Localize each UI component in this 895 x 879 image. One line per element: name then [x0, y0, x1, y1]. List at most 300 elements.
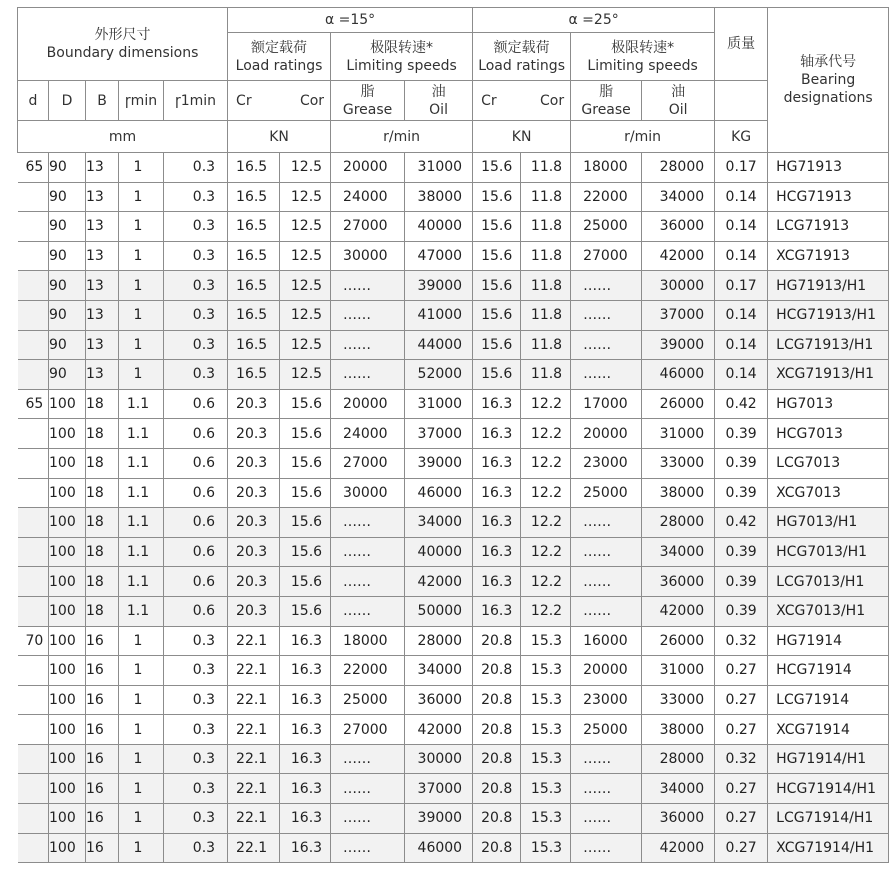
col-B-cell: 18: [86, 419, 119, 449]
col-grease-15-cell: 18000: [331, 626, 405, 656]
table-row: [18, 774, 889, 804]
col-oil-15-cell: 52000: [405, 360, 473, 390]
col-cr-25-cell: 16.3: [473, 478, 521, 508]
col-B-cell: 18: [86, 508, 119, 538]
col-B-cell: 13: [86, 300, 119, 330]
unit-kn-25: KN: [473, 121, 571, 153]
col-r1min-cell: 0.6: [164, 448, 228, 478]
col-kg-cell: 0.27: [715, 833, 768, 863]
col-grease-15-cell: 27000: [331, 212, 405, 242]
col-oil-25-cell: 33000: [642, 448, 715, 478]
col-cor-25-cell: 11.8: [521, 153, 571, 183]
col-designation-cell: HCG71914/H1: [768, 774, 889, 804]
load-ratings-25-header: [473, 33, 571, 81]
col-r1min-cell: 0.3: [164, 330, 228, 360]
col-kg-cell: 0.39: [715, 448, 768, 478]
col-cor-25-cell: 12.2: [521, 508, 571, 538]
col-cor-25-cell: 12.2: [521, 419, 571, 449]
boundary-dimensions-zh: 外形尺寸: [94, 27, 151, 43]
col-B-cell: 16: [86, 685, 119, 715]
table-row: [18, 330, 889, 360]
col-D-cell: 100: [49, 685, 86, 715]
col-grease-15-cell: 20000: [331, 389, 405, 419]
col-grease-25-cell: 27000: [571, 241, 642, 271]
bearing-spec-table: [17, 7, 889, 863]
col-cor-15-cell: 15.6: [280, 389, 331, 419]
col-cor-15-cell: 16.3: [280, 804, 331, 834]
col-cr-25-cell: 16.3: [473, 419, 521, 449]
col-cor-25-cell: 11.8: [521, 212, 571, 242]
col-B-cell: 18: [86, 537, 119, 567]
col-rmin-cell: 1: [119, 212, 164, 242]
col-oil-15-cell: 31000: [405, 389, 473, 419]
table-row: [18, 685, 889, 715]
col-kg-cell: 0.27: [715, 685, 768, 715]
col-B-cell: 16: [86, 774, 119, 804]
col-r1min-cell: 0.3: [164, 182, 228, 212]
table-body: [18, 153, 889, 863]
load-ratings-en: Load ratings: [478, 57, 565, 74]
col-d-cell: 70: [18, 626, 49, 656]
col-rmin-cell: 1: [119, 804, 164, 834]
col-grease-25-cell: ……: [571, 774, 642, 804]
col-cor-25-cell: 11.8: [521, 330, 571, 360]
col-grease-15-cell: ……: [331, 804, 405, 834]
col-cor-15-cell: 12.5: [280, 360, 331, 390]
col-grease-15-cell: 25000: [331, 685, 405, 715]
col-cor-25-cell: 11.8: [521, 300, 571, 330]
col-oil-25-cell: 42000: [642, 596, 715, 626]
col-designation-cell: XCG71913/H1: [768, 360, 889, 390]
col-grease-15-cell: ……: [331, 300, 405, 330]
col-cor-15-cell: 12.5: [280, 300, 331, 330]
cr-cor-15-header: [228, 81, 331, 121]
col-D-cell: 90: [49, 330, 86, 360]
table-row: [18, 241, 889, 271]
col-cor-25-cell: 15.3: [521, 774, 571, 804]
col-cr-25-cell: 15.6: [473, 330, 521, 360]
limiting-speeds-en: Limiting speeds: [346, 57, 457, 74]
table-row: [18, 804, 889, 834]
col-grease-25-cell: ……: [571, 744, 642, 774]
col-rmin-cell: 1: [119, 685, 164, 715]
col-cr-25-cell: 16.3: [473, 537, 521, 567]
col-rmin-cell: 1.1: [119, 537, 164, 567]
col-r1min-cell: 0.3: [164, 656, 228, 686]
table-row: [18, 508, 889, 538]
col-cr-25-cell: 20.8: [473, 804, 521, 834]
col-kg-cell: 0.39: [715, 478, 768, 508]
col-cr-15-cell: 16.5: [228, 153, 280, 183]
oil-en: Oil: [668, 101, 688, 118]
col-rmin-cell: 1: [119, 626, 164, 656]
col-cr-25-cell: 20.8: [473, 774, 521, 804]
col-B-cell: 16: [86, 804, 119, 834]
designation-zh: 轴承代号: [800, 54, 857, 70]
col-kg-cell: 0.27: [715, 774, 768, 804]
col-grease-15-cell: 24000: [331, 419, 405, 449]
table-row: [18, 300, 889, 330]
col-grease-15-cell: ……: [331, 271, 405, 301]
col-D-cell: 100: [49, 567, 86, 597]
col-oil-25-cell: 28000: [642, 153, 715, 183]
col-kg-cell: 0.14: [715, 182, 768, 212]
col-designation-cell: HG71913/H1: [768, 271, 889, 301]
col-d-cell: [18, 685, 49, 715]
col-cr-25-cell: 15.6: [473, 300, 521, 330]
col-oil-25-cell: 34000: [642, 774, 715, 804]
col-cr-25-cell: 15.6: [473, 212, 521, 242]
col-kg-cell: 0.39: [715, 596, 768, 626]
table-row: [18, 833, 889, 863]
col-oil-25-cell: 46000: [642, 360, 715, 390]
col-cr-15-cell: 16.5: [228, 300, 280, 330]
col-oil-15-cell: 39000: [405, 271, 473, 301]
col-cor-15-cell: 15.6: [280, 419, 331, 449]
col-B-cell: 18: [86, 448, 119, 478]
load-ratings-en: Load ratings: [235, 57, 323, 74]
col-d-cell: 65: [18, 153, 49, 183]
col-grease-15-cell: 22000: [331, 656, 405, 686]
col-oil-25-cell: 38000: [642, 478, 715, 508]
col-cr-15-cell: 20.3: [228, 508, 280, 538]
col-rmin-cell: 1.1: [119, 389, 164, 419]
col-oil-25-cell: 42000: [642, 833, 715, 863]
col-cor-25-cell: 15.3: [521, 656, 571, 686]
col-designation-cell: LCG71914/H1: [768, 804, 889, 834]
boundary-dimensions-en: Boundary dimensions: [46, 45, 199, 61]
limiting-speeds-zh: 极限转速*: [370, 39, 434, 56]
col-designation-cell: LCG71913/H1: [768, 330, 889, 360]
col-cor-15-cell: 15.6: [280, 596, 331, 626]
col-cr-15-cell: 16.5: [228, 271, 280, 301]
col-grease-25-cell: 17000: [571, 389, 642, 419]
col-d-cell: [18, 330, 49, 360]
col-rmin-cell: 1: [119, 656, 164, 686]
col-grease-25-cell: 20000: [571, 419, 642, 449]
col-r1min-cell: 0.3: [164, 300, 228, 330]
col-D-cell: 90: [49, 153, 86, 183]
table-row: [18, 744, 889, 774]
col-cr-25-cell: 16.3: [473, 389, 521, 419]
col-cr-15-cell: 20.3: [228, 478, 280, 508]
col-r1min-cell: 0.3: [164, 241, 228, 271]
cr-cor-25-header: [473, 81, 571, 121]
col-cor-15-cell: 12.5: [280, 182, 331, 212]
col-d-cell: [18, 567, 49, 597]
col-cr-25-cell: 20.8: [473, 626, 521, 656]
col-kg-cell: 0.42: [715, 508, 768, 538]
col-oil-15-cell: 34000: [405, 508, 473, 538]
table-row: [18, 360, 889, 390]
col-designation-cell: LCG71913: [768, 212, 889, 242]
col-cr-15-cell: 22.1: [228, 656, 280, 686]
col-D-cell: 90: [49, 300, 86, 330]
col-d-cell: [18, 478, 49, 508]
col-cor-25-cell: 11.8: [521, 182, 571, 212]
col-oil-15-cell: 30000: [405, 744, 473, 774]
col-r1min-cell: 0.6: [164, 419, 228, 449]
col-grease-25-cell: ……: [571, 360, 642, 390]
col-rmin-cell: 1.1: [119, 419, 164, 449]
col-rmin-cell: 1: [119, 360, 164, 390]
col-d-cell: [18, 448, 49, 478]
col-D-cell: 100: [49, 419, 86, 449]
col-grease-15-cell: 24000: [331, 182, 405, 212]
table-row: [18, 212, 889, 242]
col-d-cell: [18, 744, 49, 774]
col-B-cell: 13: [86, 360, 119, 390]
col-r1min-cell: 0.6: [164, 567, 228, 597]
col-rmin-cell: 1: [119, 330, 164, 360]
col-oil-25-cell: 37000: [642, 300, 715, 330]
col-oil-15-cell: 39000: [405, 804, 473, 834]
col-cr-25-cell: 20.8: [473, 656, 521, 686]
col-oil-15-cell: 28000: [405, 626, 473, 656]
boundary-dimensions-header: [18, 8, 228, 81]
col-kg-cell: 0.32: [715, 744, 768, 774]
col-d-cell: [18, 419, 49, 449]
col-d-cell: [18, 182, 49, 212]
col-oil-25-cell: 34000: [642, 182, 715, 212]
col-cr-25-cell: 15.6: [473, 271, 521, 301]
col-grease-15-cell: 27000: [331, 448, 405, 478]
col-cr-15-cell: 22.1: [228, 833, 280, 863]
col-oil-25-cell: 28000: [642, 508, 715, 538]
col-cor-25-cell: 12.2: [521, 567, 571, 597]
col-cr-15-cell: 22.1: [228, 774, 280, 804]
col-cr-15-cell: 16.5: [228, 182, 280, 212]
col-cr-15-cell: 20.3: [228, 537, 280, 567]
col-grease-25-cell: 22000: [571, 182, 642, 212]
col-cr-25-cell: 16.3: [473, 508, 521, 538]
col-designation-cell: HG7013/H1: [768, 508, 889, 538]
col-cr-25-cell: 20.8: [473, 833, 521, 863]
alpha-15-header: α =15°: [228, 8, 473, 33]
col-kg-cell: 0.14: [715, 241, 768, 271]
col-r1min-cell: 0.3: [164, 360, 228, 390]
load-ratings-zh: 额定载荷: [493, 39, 550, 56]
col-kg-cell: 0.39: [715, 419, 768, 449]
oil-zh: 油: [431, 83, 446, 100]
col-designation-cell: HCG71914: [768, 656, 889, 686]
col-cr-15-cell: 22.1: [228, 744, 280, 774]
col-cor-25-cell: 15.3: [521, 804, 571, 834]
designation-en-2: designations: [783, 90, 873, 106]
col-r1min-cell: 0.3: [164, 715, 228, 745]
col-grease-15-cell: ……: [331, 360, 405, 390]
col-B-cell: 16: [86, 626, 119, 656]
col-D-cell: 90: [49, 271, 86, 301]
col-cor-15-cell: 12.5: [280, 330, 331, 360]
col-cr-15-cell: 16.5: [228, 360, 280, 390]
col-cr-25-cell: 16.3: [473, 596, 521, 626]
mass-header: 质量: [715, 8, 768, 81]
col-cor-header: Cor: [299, 92, 325, 109]
col-D-cell: 100: [49, 537, 86, 567]
col-grease-15-cell: ……: [331, 833, 405, 863]
col-d-cell: [18, 241, 49, 271]
table-row: [18, 537, 889, 567]
col-designation-cell: HG71914/H1: [768, 744, 889, 774]
col-oil-25-cell: 33000: [642, 685, 715, 715]
col-oil-15-cell: 36000: [405, 685, 473, 715]
col-grease-25-cell: ……: [571, 330, 642, 360]
col-cor-15-cell: 12.5: [280, 153, 331, 183]
col-cor-25-cell: 12.2: [521, 448, 571, 478]
oil-25-header: [642, 81, 715, 121]
col-cor-15-cell: 15.6: [280, 478, 331, 508]
col-B-cell: 13: [86, 330, 119, 360]
col-cr-15-cell: 22.1: [228, 715, 280, 745]
table-row: [18, 182, 889, 212]
col-designation-cell: XCG71914: [768, 715, 889, 745]
unit-kn-15: KN: [228, 121, 331, 153]
col-grease-25-cell: 16000: [571, 626, 642, 656]
col-d-cell: [18, 833, 49, 863]
col-cor-15-cell: 12.5: [280, 212, 331, 242]
col-rmin-cell: 1: [119, 715, 164, 745]
col-designation-cell: XCG7013/H1: [768, 596, 889, 626]
col-cr-15-cell: 20.3: [228, 596, 280, 626]
col-cr-25-cell: 20.8: [473, 715, 521, 745]
col-B-cell: 18: [86, 567, 119, 597]
col-cor-15-cell: 16.3: [280, 685, 331, 715]
col-cor-25-cell: 15.3: [521, 744, 571, 774]
col-grease-25-cell: ……: [571, 508, 642, 538]
col-B-cell: 16: [86, 656, 119, 686]
col-rmin-cell: 1.1: [119, 448, 164, 478]
col-d-cell: [18, 774, 49, 804]
col-D-cell: 100: [49, 804, 86, 834]
col-cr-15-cell: 16.5: [228, 212, 280, 242]
col-oil-15-cell: 50000: [405, 596, 473, 626]
col-kg-cell: 0.39: [715, 567, 768, 597]
limiting-speeds-25-header: [571, 33, 715, 81]
col-rmin-cell: 1: [119, 300, 164, 330]
table-row: [18, 389, 889, 419]
col-r1min-cell: 0.6: [164, 478, 228, 508]
col-d-cell: [18, 596, 49, 626]
col-B-cell: 18: [86, 478, 119, 508]
col-oil-25-cell: 36000: [642, 212, 715, 242]
col-d-cell: [18, 360, 49, 390]
col-rmin-cell: 1: [119, 241, 164, 271]
col-B-cell: 13: [86, 241, 119, 271]
col-rmin-cell: 1: [119, 271, 164, 301]
grease-zh: 脂: [360, 83, 375, 100]
col-grease-15-cell: ……: [331, 330, 405, 360]
col-cor-header: Cor: [539, 92, 565, 109]
table-row: [18, 419, 889, 449]
col-oil-15-cell: 38000: [405, 182, 473, 212]
col-D-cell: 90: [49, 182, 86, 212]
col-oil-25-cell: 34000: [642, 537, 715, 567]
col-r1min-cell: 0.3: [164, 774, 228, 804]
col-d-cell: [18, 656, 49, 686]
col-r1min-cell: 0.3: [164, 626, 228, 656]
col-cor-25-cell: 12.2: [521, 596, 571, 626]
unit-mm: mm: [18, 121, 228, 153]
col-D-cell: 100: [49, 626, 86, 656]
col-oil-15-cell: 46000: [405, 833, 473, 863]
col-B-cell: 13: [86, 182, 119, 212]
table-row: [18, 656, 889, 686]
col-designation-cell: HG71914: [768, 626, 889, 656]
col-d-cell: 65: [18, 389, 49, 419]
col-cr-15-cell: 22.1: [228, 626, 280, 656]
col-oil-15-cell: 40000: [405, 212, 473, 242]
col-B-cell: 18: [86, 389, 119, 419]
designation-header: [768, 8, 889, 153]
col-oil-25-cell: 28000: [642, 744, 715, 774]
table-row: [18, 271, 889, 301]
col-B-header: B: [86, 81, 119, 121]
col-kg-cell: 0.14: [715, 360, 768, 390]
col-r1min-header: ɼ1min: [164, 81, 228, 121]
col-B-cell: 16: [86, 744, 119, 774]
col-designation-cell: XCG71913: [768, 241, 889, 271]
limiting-speeds-zh: 极限转速*: [611, 39, 675, 56]
col-oil-25-cell: 31000: [642, 419, 715, 449]
col-cr-25-cell: 15.6: [473, 241, 521, 271]
table-row: [18, 626, 889, 656]
col-D-cell: 90: [49, 360, 86, 390]
table-row: [18, 153, 889, 183]
mass-spacer: [715, 81, 768, 121]
col-oil-15-cell: 37000: [405, 774, 473, 804]
grease-en: Grease: [342, 101, 393, 118]
col-oil-15-cell: 31000: [405, 153, 473, 183]
col-rmin-cell: 1: [119, 153, 164, 183]
col-oil-15-cell: 40000: [405, 537, 473, 567]
col-rmin-cell: 1.1: [119, 596, 164, 626]
col-grease-25-cell: ……: [571, 833, 642, 863]
col-cor-25-cell: 11.8: [521, 241, 571, 271]
col-kg-cell: 0.14: [715, 212, 768, 242]
col-grease-15-cell: 30000: [331, 241, 405, 271]
col-grease-25-cell: 23000: [571, 448, 642, 478]
col-grease-15-cell: ……: [331, 537, 405, 567]
col-d-cell: [18, 508, 49, 538]
col-cr-15-cell: 20.3: [228, 419, 280, 449]
col-d-cell: [18, 537, 49, 567]
col-rmin-cell: 1.1: [119, 567, 164, 597]
col-cr-15-cell: 20.3: [228, 567, 280, 597]
col-B-cell: 16: [86, 715, 119, 745]
col-cor-25-cell: 15.3: [521, 685, 571, 715]
col-r1min-cell: 0.3: [164, 212, 228, 242]
col-cr-25-cell: 15.6: [473, 182, 521, 212]
col-designation-cell: HG7013: [768, 389, 889, 419]
col-cr-25-cell: 20.8: [473, 744, 521, 774]
col-cor-25-cell: 12.2: [521, 478, 571, 508]
col-grease-15-cell: ……: [331, 744, 405, 774]
col-oil-15-cell: 39000: [405, 448, 473, 478]
col-kg-cell: 0.32: [715, 626, 768, 656]
col-r1min-cell: 0.3: [164, 685, 228, 715]
col-cor-15-cell: 16.3: [280, 715, 331, 745]
col-cor-25-cell: 15.3: [521, 626, 571, 656]
limiting-speeds-en: Limiting speeds: [587, 57, 698, 74]
col-rmin-cell: 1: [119, 833, 164, 863]
col-grease-25-cell: ……: [571, 596, 642, 626]
col-r1min-cell: 0.3: [164, 804, 228, 834]
col-oil-15-cell: 34000: [405, 656, 473, 686]
col-kg-cell: 0.42: [715, 389, 768, 419]
col-cor-15-cell: 15.6: [280, 508, 331, 538]
unit-kg: KG: [715, 121, 768, 153]
